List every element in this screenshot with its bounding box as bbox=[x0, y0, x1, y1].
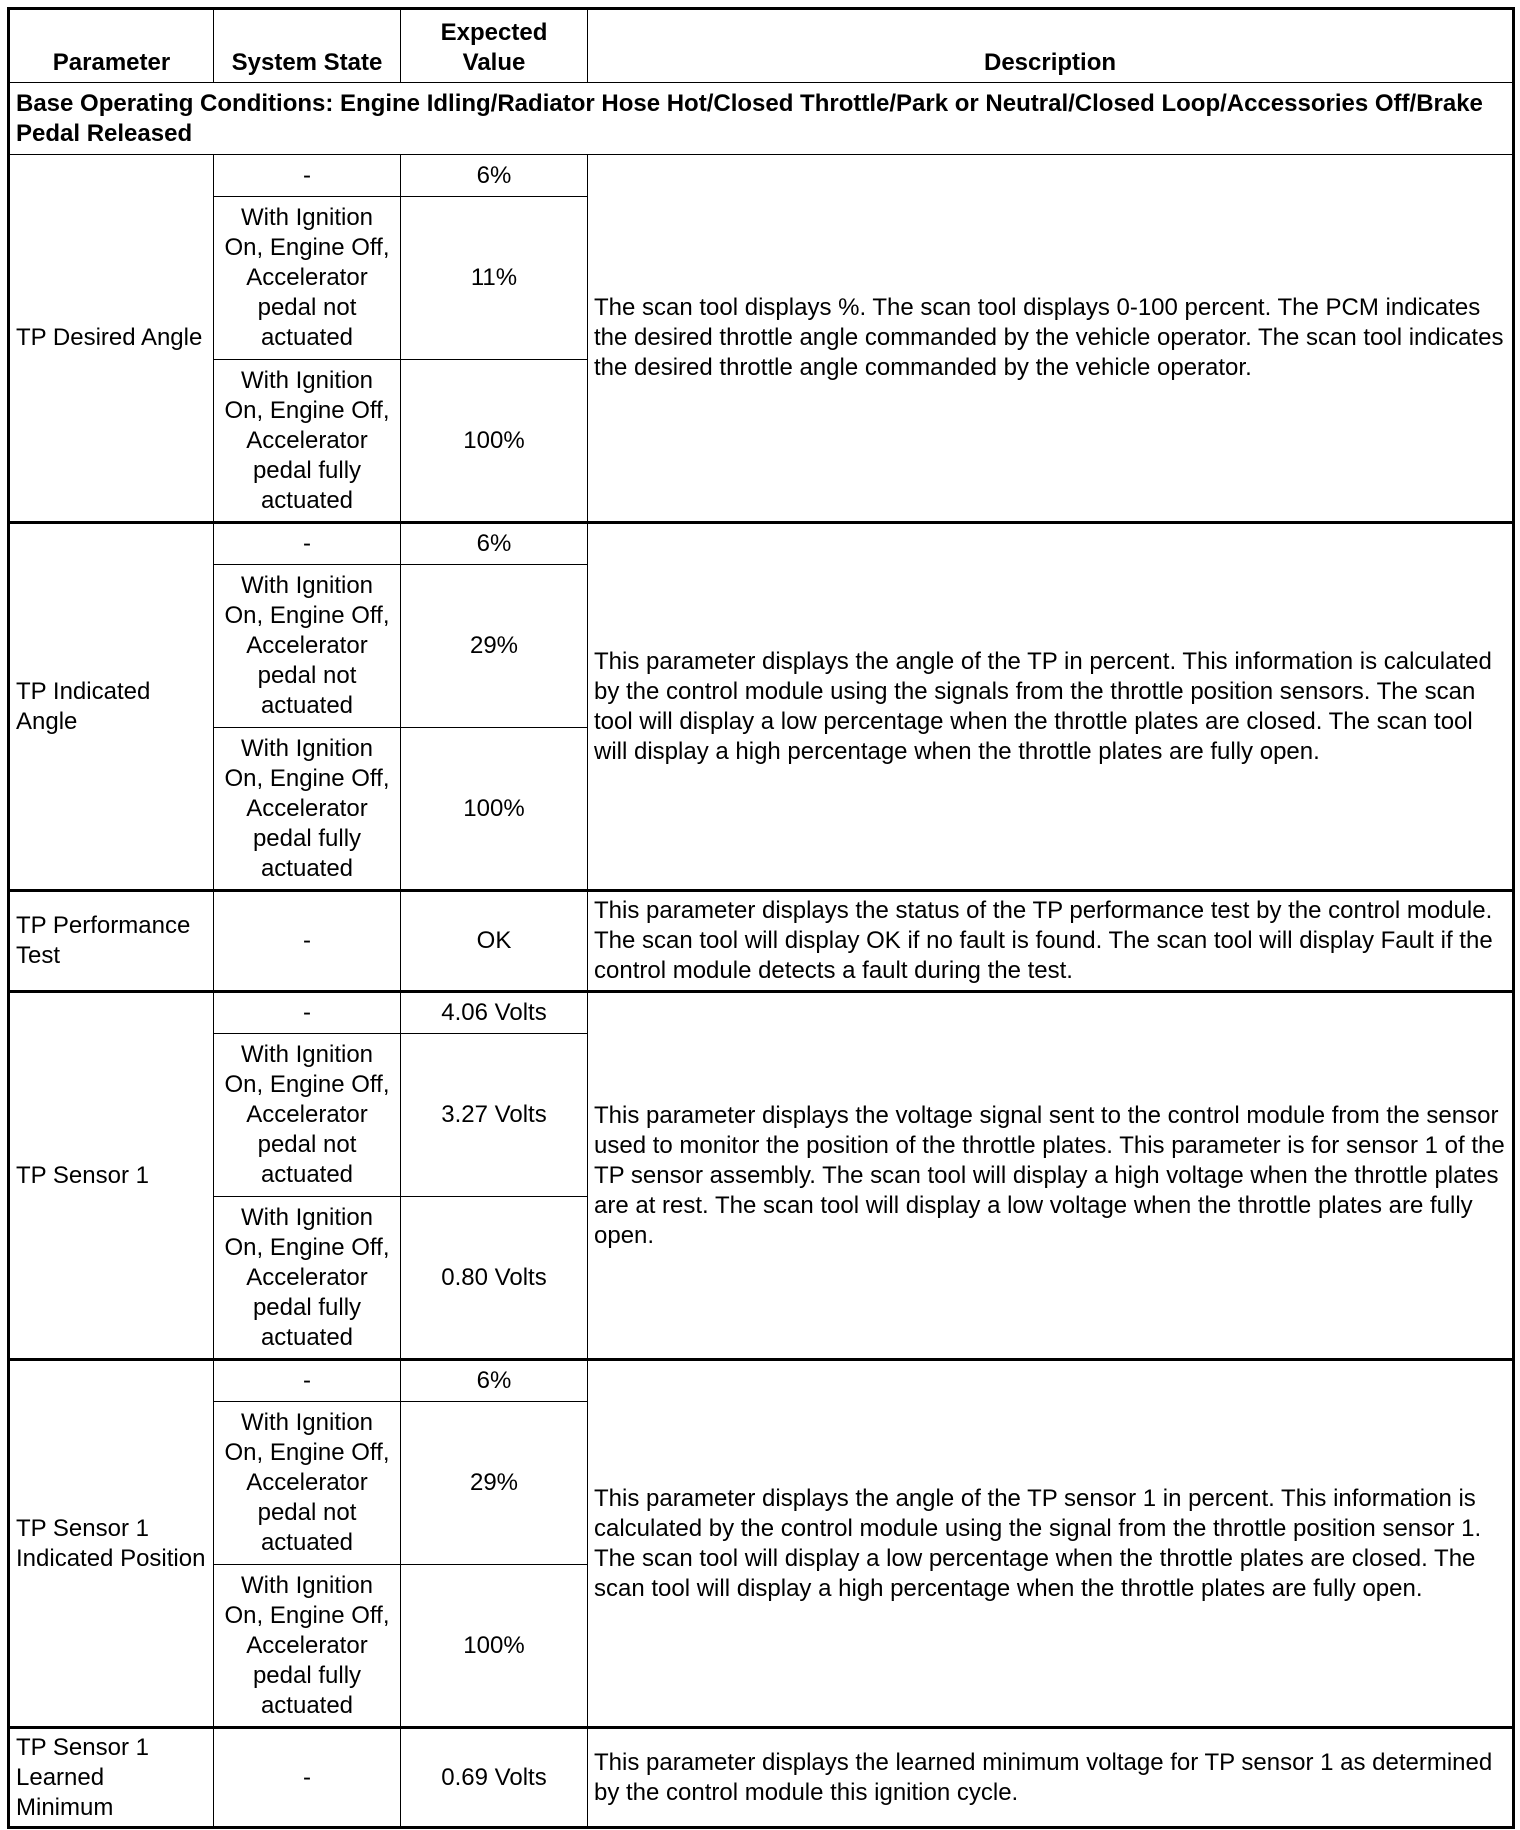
parameter-name: TP Sensor 1 Indicated Position bbox=[9, 1360, 214, 1728]
system-state: With Ignition On, Engine Off, Accelerator pedal fully actuated bbox=[214, 1565, 401, 1728]
expected-value: 100% bbox=[401, 728, 588, 891]
system-state: With Ignition On, Engine Off, Accelerator pedal fully actuated bbox=[214, 728, 401, 891]
system-state: - bbox=[214, 891, 401, 992]
description-text: The scan tool displays %. The scan tool displays 0-100 percent. The PCM indicates the desired throttle angle commanded by the vehicle operator. The scan tool indicates the desired throttle angle commanded by the vehicle operator. bbox=[588, 155, 1514, 523]
system-state: With Ignition On, Engine Off, Accelerator pedal fully actuated bbox=[214, 360, 401, 523]
expected-value: 29% bbox=[401, 1402, 588, 1565]
system-state: With Ignition On, Engine Off, Accelerator pedal not actuated bbox=[214, 1402, 401, 1565]
description-text: This parameter displays the angle of the TP sensor 1 in percent. This information is calculated by the control module using the signal from the throttle position sensor 1. The scan tool will display a low percentage when the throttle plates are closed. The scan tool will display a high percentage when the throttle plates are fully open. bbox=[588, 1360, 1514, 1728]
parameter-table bbox=[7, 7, 1515, 1829]
system-state: With Ignition On, Engine Off, Accelerator pedal not actuated bbox=[214, 197, 401, 360]
parameter-name: TP Indicated Angle bbox=[9, 523, 214, 891]
description-text: This parameter displays the voltage signal sent to the control module from the sensor used to monitor the position of the throttle plates. This parameter is for sensor 1 of the TP sensor assembly. The scan tool will display a high voltage when the throttle plates are at rest. The scan tool will display a low voltage when the throttle plates are fully open. bbox=[588, 992, 1514, 1360]
system-state: With Ignition On, Engine Off, Accelerator pedal not actuated bbox=[214, 1034, 401, 1197]
parameter-name: TP Sensor 1 Learned Minimum bbox=[9, 1728, 214, 1828]
system-state: With Ignition On, Engine Off, Accelerator pedal fully actuated bbox=[214, 1197, 401, 1360]
system-state: - bbox=[214, 155, 401, 197]
parameter-name: TP Desired Angle bbox=[9, 155, 214, 523]
table-row bbox=[9, 523, 1514, 565]
description-text: This parameter displays the status of the TP performance test by the control module. The scan tool will display OK if no fault is found. The scan tool will display Fault if the control module detects a fault during the test. bbox=[588, 891, 1514, 992]
expected-value: 6% bbox=[401, 155, 588, 197]
header-system-state: System State bbox=[214, 9, 401, 83]
expected-value: 3.27 Volts bbox=[401, 1034, 588, 1197]
system-state: - bbox=[214, 992, 401, 1034]
expected-value: 29% bbox=[401, 565, 588, 728]
table-row bbox=[9, 1728, 1514, 1828]
base-operating-conditions: Base Operating Conditions: Engine Idling/Radiator Hose Hot/Closed Throttle/Park or Neutral/Closed Loop/Accessories Off/Brake Pedal Released bbox=[9, 83, 1514, 155]
expected-value: 6% bbox=[401, 1360, 588, 1402]
description-text: This parameter displays the learned minimum voltage for TP sensor 1 as determined by the control module this ignition cycle. bbox=[588, 1728, 1514, 1828]
expected-value: 0.69 Volts bbox=[401, 1728, 588, 1828]
system-state: - bbox=[214, 1728, 401, 1828]
expected-value: 0.80 Volts bbox=[401, 1197, 588, 1360]
header-parameter: Parameter bbox=[9, 9, 214, 83]
parameter-name: TP Performance Test bbox=[9, 891, 214, 992]
expected-value: 100% bbox=[401, 1565, 588, 1728]
expected-value: 4.06 Volts bbox=[401, 992, 588, 1034]
description-text: This parameter displays the angle of the TP in percent. This information is calculated by the control module using the signals from the throttle position sensors. The scan tool will display a low percentage when the throttle plates are closed. The scan tool will display a high percentage when the throttle plates are fully open. bbox=[588, 523, 1514, 891]
expected-value: OK bbox=[401, 891, 588, 992]
header-expected-value: Expected Value bbox=[401, 9, 588, 83]
table-row bbox=[9, 992, 1514, 1034]
system-state: - bbox=[214, 1360, 401, 1402]
system-state: - bbox=[214, 523, 401, 565]
system-state: With Ignition On, Engine Off, Accelerator pedal not actuated bbox=[214, 565, 401, 728]
table-row bbox=[9, 1360, 1514, 1402]
parameter-name: TP Sensor 1 bbox=[9, 992, 214, 1360]
table-row bbox=[9, 155, 1514, 197]
expected-value: 6% bbox=[401, 523, 588, 565]
header-description: Description bbox=[588, 9, 1514, 83]
table-row bbox=[9, 891, 1514, 992]
expected-value: 11% bbox=[401, 197, 588, 360]
expected-value: 100% bbox=[401, 360, 588, 523]
